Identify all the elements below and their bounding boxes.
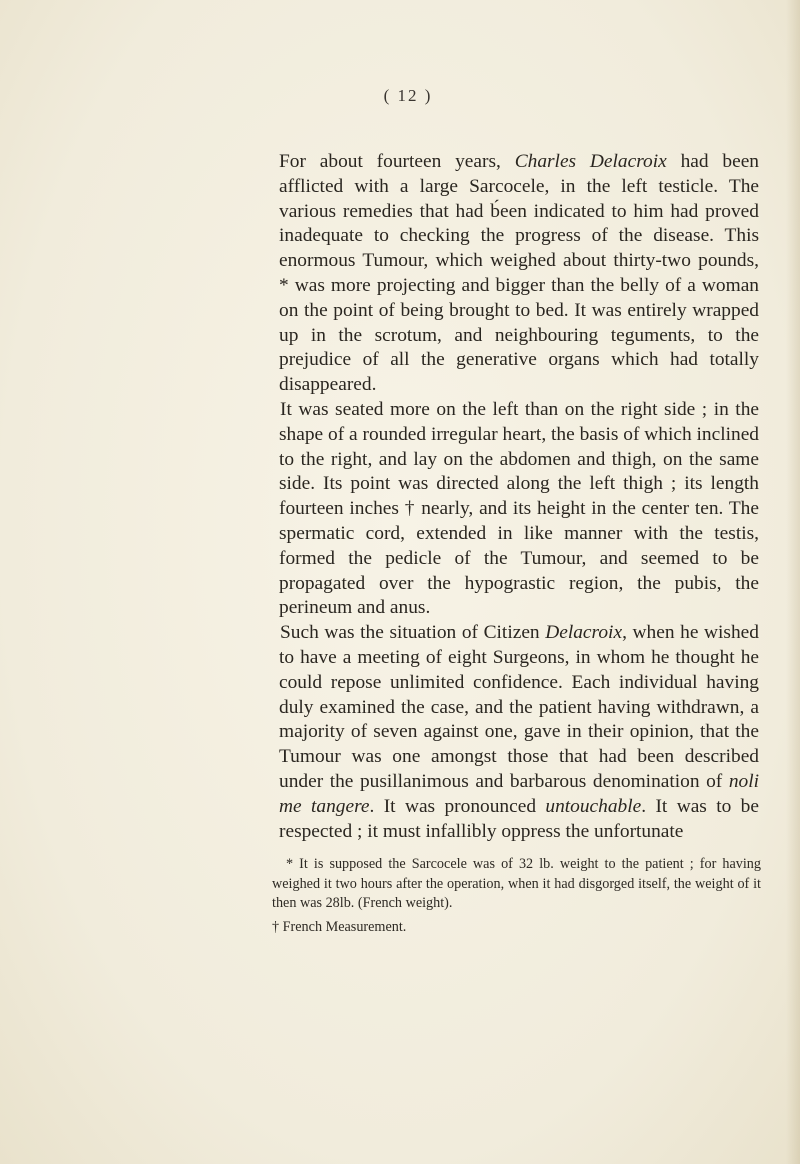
paragraph-3 (279, 621, 759, 844)
verdict-term: untouchable (545, 795, 642, 817)
paragraph-3-middle-2: . It was pronounced (369, 795, 546, 817)
footnotes (272, 855, 761, 937)
footnote-measurement: † French Measurement. (272, 918, 407, 935)
paragraph-1-rest: had been afflicted with a large Sarcocele, in the left testicle. The various remedies that had b́een indicated to him had proved inadequate to checking the progress of the disease. This enormous Tumour, which weighed about thirty-two pounds, * was more projecting and bigger than the belly of a woman on the point of being brought to bed. It was entirely wrapped up in the scrotum, and neighbouring teguments, to the prejudice of all the generative organs which had totally disappeared. (279, 151, 760, 396)
paragraph-2: It was seated more on the left than on the right side ; in the shape of a rounded irregular heart, the basis of which inclined to the right, and lay on the abdomen and thigh, on the same side. Its point was directed along the left thigh ; its length fourteen inches † nearly, and its height in the center ten. The spermatic cord, extended in like manner with the testis, formed the pedicle of the Tumour, and seemed to be propagated over the hypograstic region, the pubis, the perineum and anus. (279, 398, 759, 619)
page-edge-shadow (786, 0, 800, 1164)
paragraph-3-end: . It was to be respected ; it must infallibly oppress the unfortunate (279, 795, 759, 842)
patient-surname: Delacroix (545, 622, 623, 644)
main-text (279, 150, 759, 910)
paragraph-1 (279, 150, 759, 398)
patient-name: Charles Delacroix (514, 151, 667, 172)
paragraph-3-start: Such was the situation of Citizen (280, 622, 546, 644)
paragraph-1-start: For about fourteen years, (279, 151, 515, 172)
latin-term: noli me tangere (279, 770, 759, 817)
page-number: ( 12 ) (383, 86, 433, 105)
paragraph-3-middle: , when he wished to have a meeting of eight Surgeons, in whom he thought he could repose unlimited confidence. Each individual having duly examined the case, and the patient having withdrawn, a majority of seven against one, gave in their opinion, that the Tumour was one amongst those that had been described under the pusillanimous and barbarous denomination of (279, 622, 759, 792)
footnote-weight: * It is supposed the Sarcocele was of 32 lb. weight to the patient ; for having weighed it two hours after the operation, when it had disgorged itself, the weight of it then was 28lb. (French weight). (272, 856, 761, 912)
